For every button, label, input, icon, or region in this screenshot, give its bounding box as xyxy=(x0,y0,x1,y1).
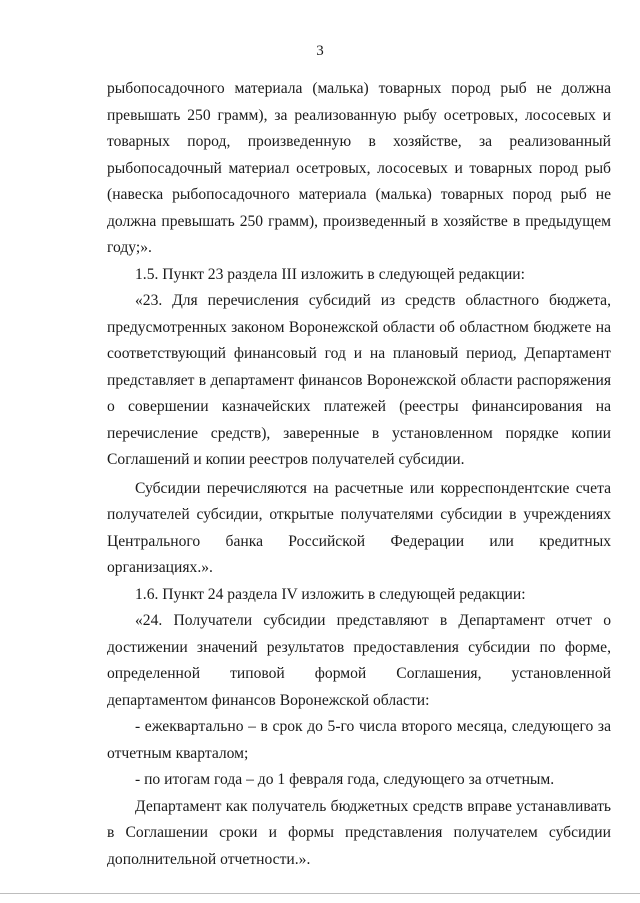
paragraph-subsidy-transfer: Субсидии перечисляются на расчетные или корреспондентские счета получателей субсидии, открытые получателями субсидии в учреждениях Центрального банка Российской Федерации или кредитных организациях.». xyxy=(107,479,611,576)
paragraph-item-1-5: 1.5. Пункт 23 раздела III изложить в следующей редакции: xyxy=(135,265,525,283)
paragraph-clause-23: «23. Для перечисления субсидий из средств областного бюджета, предусмотренных законом Воронежской области об областном бюджете на соответствующий финансовый год и на плановый период, Департамент представляет в департамент финансов Воронежской области распоряжения о совершении казначейских платежей (реестры финансирования на перечисление средств), заверенные в установленном порядке копии Соглашений и копии реестров получателей субсидии. xyxy=(107,292,611,468)
page-number: 3 xyxy=(316,43,324,59)
paragraph-clause-24: «24. Получатели субсидии представляют в Департамент отчет о достижении значений результатов предоставления субсидии по форме, определенной типовой формой Соглашения, установленной департаментом финансов Воронежской области: xyxy=(107,612,611,709)
list-item-quarterly: - ежеквартально – в срок до 5-го числа второго месяца, следующего за отчетным кварталом; xyxy=(107,718,611,762)
paragraph-reporting-terms: Департамент как получатель бюджетных средств вправе устанавливать в Соглашении сроки и формы представления получателем субсидии дополнительной отчетности.». xyxy=(107,797,611,868)
paragraph-continuation: рыбопосадочного материала (малька) товарных пород рыб не должна превышать 250 грамм), за реализованную рыбу осетровых, лососевых и товарных пород, произведенную в хозяйстве, за реализованный рыбопосадочный материал осетровых, лососевых и товарных пород рыб (навеска рыбопосадочного материала (малька) товарных пород рыб не должна превышать 250 грамм), произведенный в хозяйстве в предыдущем году;». xyxy=(107,80,611,256)
document-body xyxy=(107,76,611,873)
paragraph-item-1-6: 1.6. Пункт 24 раздела IV изложить в следующей редакции: xyxy=(135,585,526,603)
list-item-annual: - по итогам года – до 1 февраля года, следующего за отчетным. xyxy=(135,771,555,788)
scan-edge-line xyxy=(0,893,640,894)
